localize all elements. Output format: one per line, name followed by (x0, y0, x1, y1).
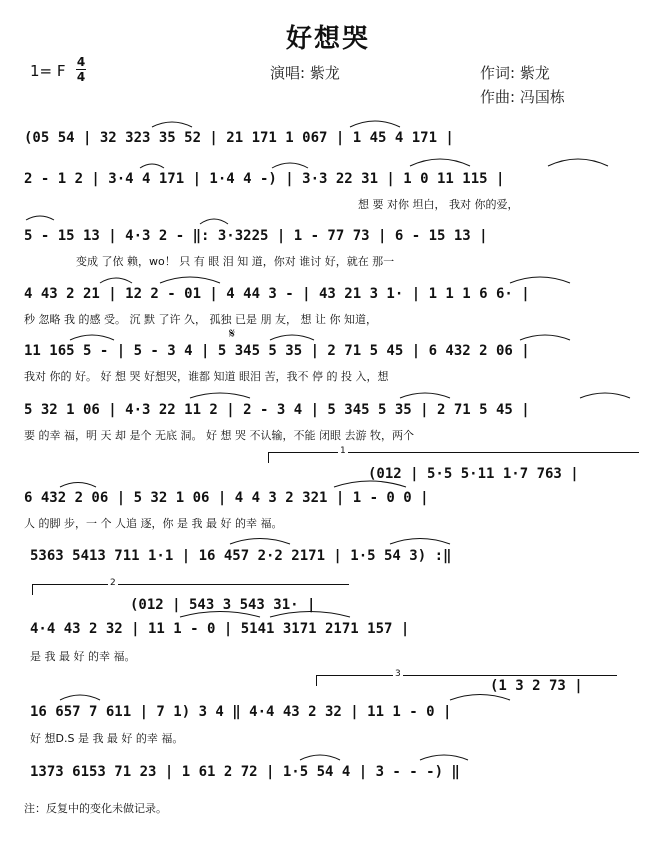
score-row-8: 5363 5413 711 1·1 | 16 457 2·2 2171 | 1·5 54 3) :‖ (30, 548, 452, 564)
score-row-4: 4 43 2 21 | 12 2 - 01 | 4 44 3 - | 43 21 3 1· | 1 1 1 6 6· | (24, 286, 530, 302)
time-signature-bottom: 4 (76, 70, 86, 84)
slur (140, 164, 164, 168)
slur (180, 612, 260, 618)
volta-label-2: 2 (110, 578, 116, 588)
lyrics-row-3: 变成 了依 赖，wo！ 只 有 眼 泪 知 道，你对 谁讨 好，就在 那一 (76, 255, 395, 268)
lyrics-row-5: 我对 你的 好。 好 想 哭 好想哭，谁都 知道 眼泪 苦，我不 停 的 投 入，想 (24, 370, 389, 383)
slur (410, 159, 470, 166)
song-title: 好想哭 (285, 24, 370, 54)
slur (230, 539, 290, 545)
score-row-3: 5 - 15 13 | 4·3 2 - ‖: 3·3225 | 1 - 77 73 | 6 - 15 13 | (24, 228, 488, 244)
score-row-11: 1373 6153 71 23 | 1 61 2 72 | 1·5 54 4 | 3 - - -) ‖ (30, 764, 460, 780)
slur (60, 695, 100, 700)
slur (390, 539, 450, 545)
slur (26, 216, 54, 220)
interlude-phrase-1: (012 | 5·5 5·11 1·7 763 | (368, 466, 579, 482)
slur (420, 755, 468, 760)
slur (510, 277, 570, 283)
score-row-10: 16 657 7 611 | 7 1) 3 4 ‖ 4·4 43 2 32 | 11 1 - 0 | (30, 704, 452, 720)
slur (60, 483, 96, 488)
time-signature-top: 4 (76, 55, 86, 69)
lyrics-row-6: 要 的幸 福，明 天 却 是个 无底 洞。 好 想 哭 不认输，不能 闭眼 去游 牧，两个 (24, 429, 414, 442)
lyrics-row-7: 人 的脚 步，一 个 人追 逐，你 是 我 最 好 的幸 福。 (24, 517, 283, 530)
interlude-phrase-2: (012 | 543 3 543 31· | (130, 597, 316, 613)
slur (548, 159, 608, 166)
slur (272, 163, 308, 168)
slur (450, 695, 510, 701)
score-row-2: 2 - 1 2 | 3·4 4 171 | 1·4 4 -) | 3·3 22 31 | 1 0 11 115 | (24, 171, 505, 187)
slur (400, 393, 450, 398)
lyrics-row-2: 想 要 对你 坦白， 我对 你的爱， (358, 198, 519, 211)
volta-label-1: 1 (340, 446, 346, 456)
score-row-6: 5 32 1 06 | 4·3 22 11 2 | 2 - 3 4 | 5 345 5 35 | 2 71 5 45 | (24, 402, 530, 418)
score-row-5: 11 165 5 - | 5 - 3 4 | 5 345 5 35 | 2 71 5 45 | 6 432 2 06 | (24, 343, 530, 359)
interlude-phrase-3: (1 3 2 73 | (490, 678, 583, 694)
slur (520, 335, 570, 340)
slur (160, 277, 220, 283)
volta-label-3: 3 (395, 669, 401, 679)
slur (334, 481, 406, 487)
lyrics-row-9: 是 我 最 好 的幸 福。 (30, 650, 136, 663)
slur (270, 335, 314, 340)
slur (190, 393, 250, 398)
slur (70, 335, 114, 340)
segno-sign: 𝄋 (229, 326, 236, 342)
singer-credit: 演唱: 紫龙 (270, 64, 340, 82)
lyrics-row-10: 好 想D.S 是 我 最 好 的幸 福。 (30, 732, 184, 745)
lyricist-credit: 作词: 紫龙 (480, 64, 550, 82)
slur (200, 219, 228, 224)
lyrics-row-4: 秒 忽略 我 的感 受。 沉 默 了许 久， 孤独 已是 朋 友， 想 让 你 知道， (24, 313, 377, 326)
slur (152, 122, 192, 127)
score-row-7: 6 432 2 06 | 5 32 1 06 | 4 4 3 2 321 | 1 - 0 0 | (24, 490, 429, 506)
composer-credit: 作曲: 冯国栋 (480, 88, 565, 106)
slur (580, 393, 630, 398)
score-row-9: 4·4 43 2 32 | 11 1 - 0 | 5141 3171 2171 157 | (30, 621, 410, 637)
score-row-1: (05 54 | 32 323 35 52 | 21 171 1 067 | 1 45 4 171 | (24, 130, 454, 146)
slur (300, 755, 340, 760)
footnote: 注：反复中的变化未做记录。 (24, 802, 167, 815)
slur (270, 612, 350, 618)
slur (100, 278, 132, 283)
key-signature: 1= F (30, 62, 66, 80)
slur (350, 121, 400, 127)
